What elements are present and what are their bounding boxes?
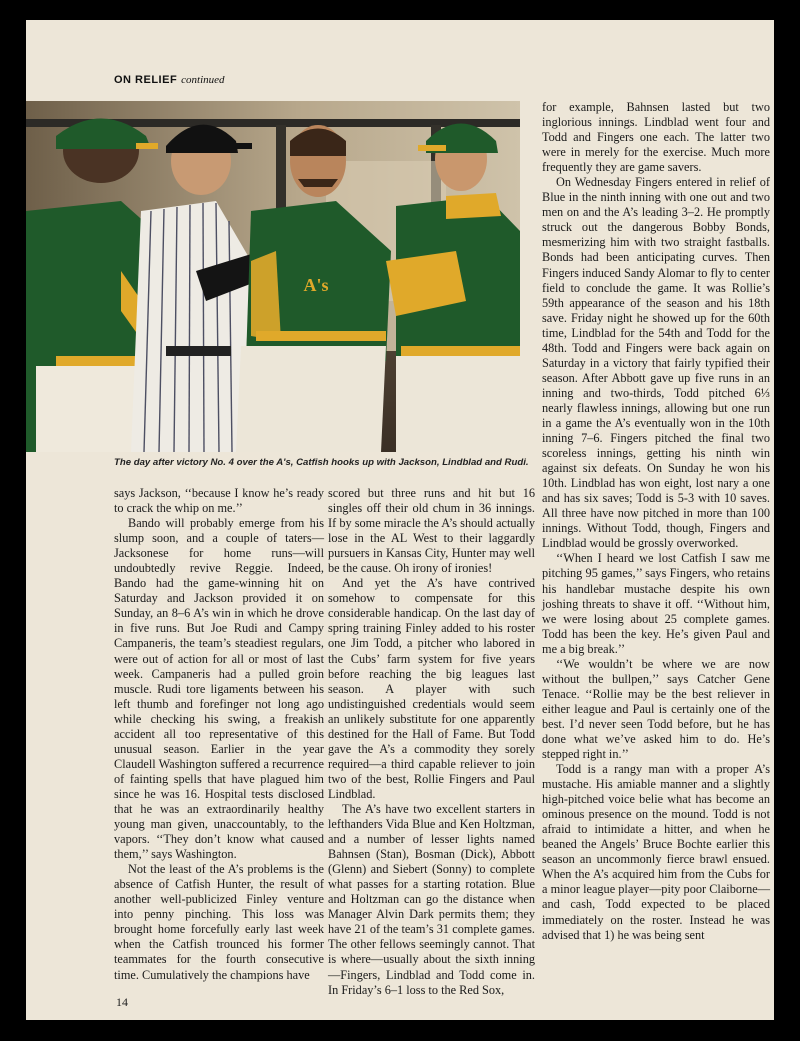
continued-label: continued (181, 74, 225, 86)
section-kicker: ON RELIEF (114, 74, 178, 86)
paragraph: The A’s have two excellent starters in lefthanders Vida Blue and Ken Holtzman, and a number of lesser lights named Bahnsen (Stan), Bosman (Dick), Abbott (Glenn) and Siebert (Sonny) to complete what passes for a starting rotation. Blue and Holtzman can go the distance when Manager Alvin Dark permits them; they have 21 of the team’s 31 complete games. The other fellows seemingly cannot. That is where—usually about the sixth inning—Fingers, Lindblad and Todd come in. In Friday’s 6–1 loss to the Red Sox, (328, 801, 535, 997)
photo-illustration (26, 101, 520, 452)
section-header (114, 74, 225, 86)
article-column-3 (542, 100, 770, 943)
paragraph: On Wednesday Fingers entered in relief of Blue in the ninth inning with one out and two men on and the A’s leading 3–2. He promptly struck out the dangerous Bobby Bonds, mesmerizing him with two straight fastballs. Bonds had been anticipating curves. Then Fingers induced Sandy Alomar to fly to center field to conclude the game. It was Rollie’s 59th appearance of the season and his 18th save. Friday night he showed up for the 60th time, Lindblad for the 54th and Todd for the 48th. Todd and Fingers were back again on Saturday in a victory that fairly typified their season. After Abbott gave up five runs in an inning and two-thirds, Todd pitched 6⅓ nearly flawless innings, allowing but one run in a game the A’s eventually won in the 10th inning 7–6. Fingers pitched the final two scoreless innings, getting his ninth win against six defeats. On Sunday he won his 10th. Lindblad has won eight, lost nary a one and has six saves; Todd is 5-3 with 10 saves. All three have now pitched in more than 100 innings. Without Todd, though, Fingers and Lindblad would be grossly overworked. (542, 175, 770, 551)
jersey-lettering: A's (303, 275, 329, 295)
page-number: 14 (116, 995, 128, 1009)
magazine-page (26, 20, 774, 1020)
paragraph: for example, Bahnsen lasted but two inglorious innings. Lindblad went four and Todd and Fingers one each. The latter two were in merely for the exercise. Much more frequently they are game savers. (542, 100, 770, 175)
photo-caption: The day after victory No. 4 over the A's, Catfish hooks up with Jackson, Lindblad and Rudi. (114, 457, 529, 468)
paragraph: says Jackson, ‘‘because I know he’s ready to crack the whip on me.’’ (114, 486, 324, 516)
paragraph: Not the least of the A’s problems is the absence of Catfish Hunter, the result of another well-publicized Finley venture into penny pinching. This loss was brought home forcefully early last week when the Catfish trounced his former teammates for the fourth consecutive time. Cumulatively the champions have (114, 862, 324, 982)
paragraph: Todd is a rangy man with a proper A’s mustache. His amiable manner and a slightly high-pitched voice belie what has become an ominous presence on the mound. Todd is not afraid to intimidate a hitter, and when he beaned the Angels’ Bruce Bochte earlier this season an uncommonly fierce brawl ensued. When the A’s acquired him from the Cubs for a minor league player—pity poor Claiborne—and cash, Todd expected to be placed immediately on the roster. Instead he was advised that 1) he was being sent (542, 762, 770, 942)
team-photo (26, 101, 520, 452)
paragraph: Bando will probably emerge from his slump soon, and a couple of taters—Jacksonese for home runs—will undoubtedly revive Reggie. Indeed, Bando had the game-winning hit on Saturday and Jackson provided it on Sunday, an 8–6 A’s win in which he drove in five runs. But Joe Rudi and Campy Campaneris, the team’s steadiest regulars, were out of action for all or most of last week. Campaneris had a pulled groin muscle. Rudi tore ligaments between his left thumb and forefinger not long ago while checking his swing, a freakish accident all too representative of this unusual season. Earlier in the year Claudell Washington suffered a recurrence of fainting spells that have plagued him since he was 16. Hospital tests disclosed that he was an extraordinarily healthy young man given, unaccountably, to the vapors. ‘‘They don’t know what caused them,’’ says Washington. (114, 516, 324, 862)
paragraph: ‘‘We wouldn’t be where we are now without the bullpen,’’ says Catcher Gene Tenace. ‘‘Rollie may be the best reliever in either league and Paul is certainly one of the best. I’d never seen Todd before, but he has done what we’ve asked him to do. He’s stepped right in.’’ (542, 656, 770, 762)
article-column-1 (114, 486, 324, 983)
paragraph: ‘‘When I heard we lost Catfish I saw me pitching 95 games,’’ says Fingers, who retains his handlebar mustache despite his own joshing threats to shave it off. ‘‘Without him, we were losing about 25 complete games. Todd has been the key. He’s given Paul and me a big break.’’ (542, 551, 770, 656)
article-column-2 (328, 486, 535, 998)
paragraph: And yet the A’s have contrived somehow to compensate for this considerable handicap. On the last day of spring training Finley added to his roster one Jim Todd, a pitcher who labored in the Cubs’ farm system for five years before reaching the big leagues last season. A player with such undistinguished credentials would seem an unlikely substitute for one apparently destined for the Hall of Fame. But Todd gave the A’s a commodity they sorely required—a third capable reliever to join two of the best, Rollie Fingers and Paul Lindblad. (328, 576, 535, 801)
paragraph: scored but three runs and hit but 16 singles off their old chum in 36 innings. If by some miracle the A’s should actually lose in the AL West to their laggardly pursuers in Kansas City, Hunter may well be the cause. Oh irony of ironies! (328, 486, 535, 576)
